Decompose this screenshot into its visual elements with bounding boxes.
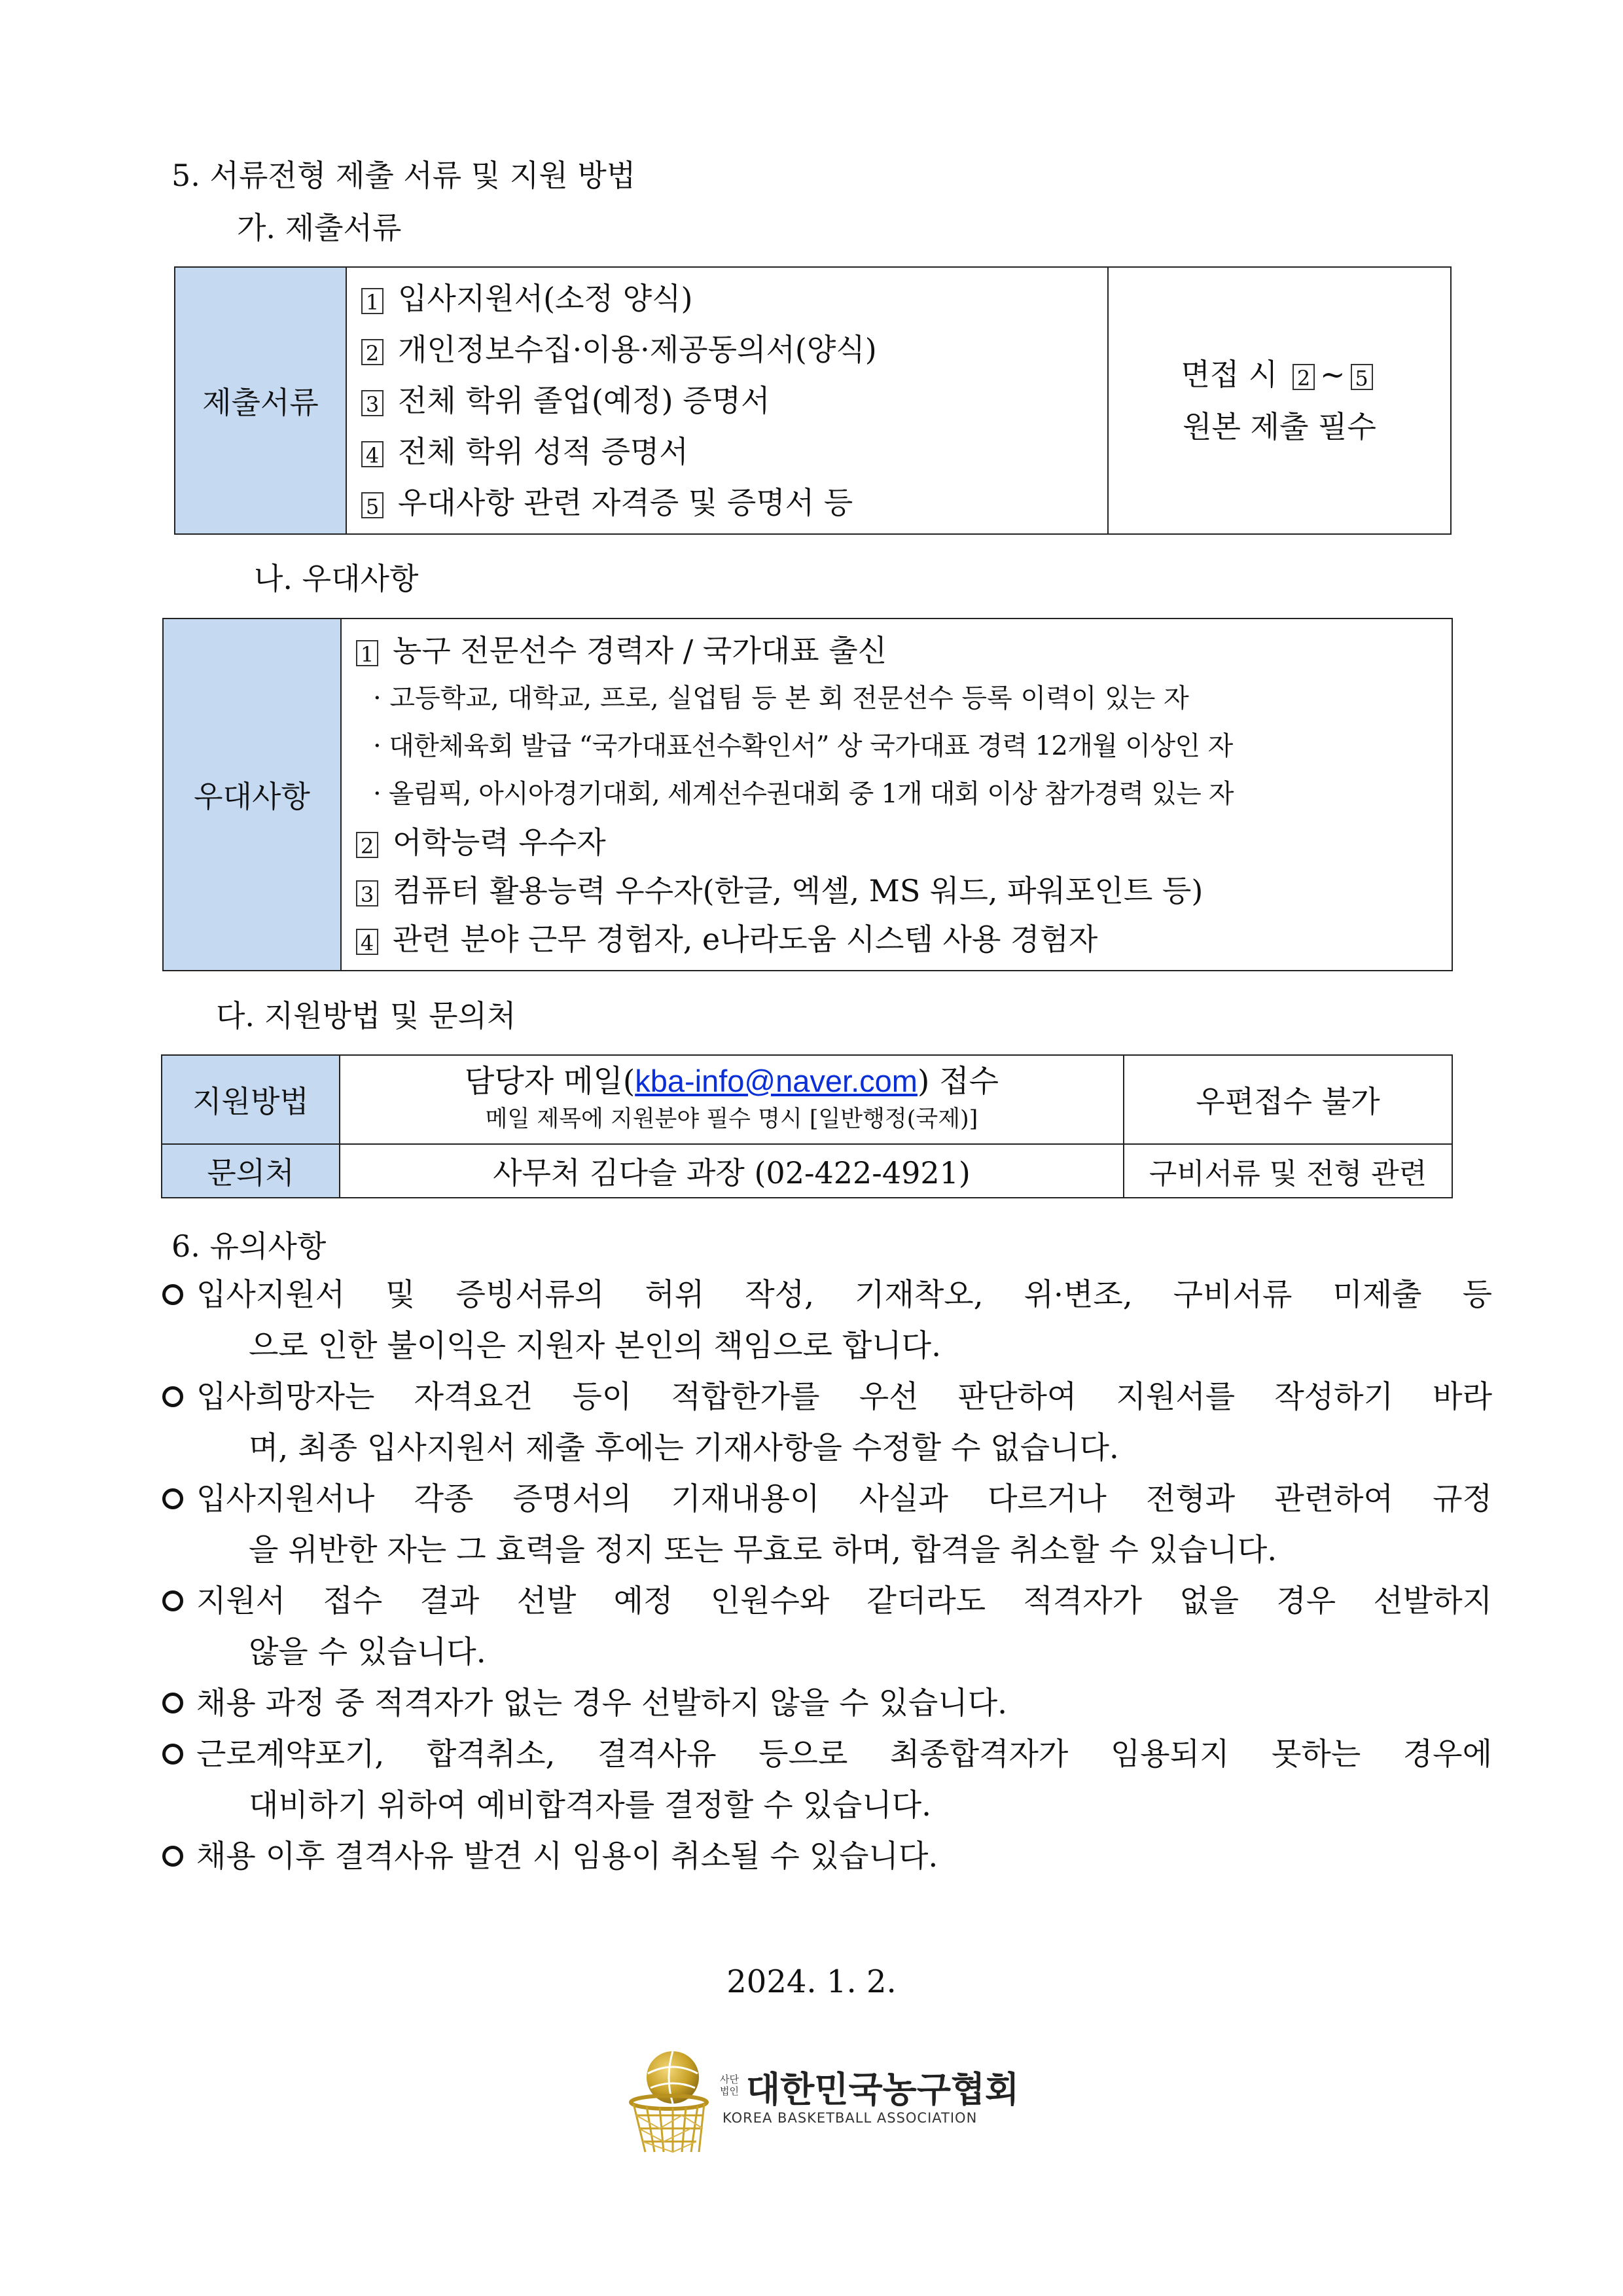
preference-item	[356, 818, 1452, 867]
submit-item-text: 전체 학위 졸업(예정) 증명서	[398, 383, 770, 418]
number-box-icon: 4	[361, 441, 383, 467]
notice-line: 채용 과정 중 적격자가 없는 경우 선발하지 않을 수 있습니다.	[196, 1685, 1008, 1721]
apply-method-prefix: 담당자 메일(	[464, 1063, 635, 1100]
preference-item	[356, 915, 1452, 963]
logo-name-en: KOREA BASKETBALL ASSOCIATION	[722, 2110, 978, 2126]
submit-item-text: 전체 학위 성적 증명서	[398, 434, 688, 469]
section-5a-title: 가. 제출서류	[237, 210, 402, 245]
section-5b-title: 나. 우대사항	[254, 561, 419, 596]
note-tilde: ~	[1320, 357, 1346, 392]
email-link[interactable]: kba-info@naver.com	[635, 1063, 918, 1098]
contact-head: 문의처	[162, 1144, 340, 1198]
notice-item	[196, 1474, 1492, 1576]
notice-line: 며, 최종 입사지원서 제출 후에는 기재사항을 수정할 수 없습니다.	[249, 1430, 1119, 1466]
apply-method-sub: 메일 제목에 지원분야 필수 명시 [일반행정(국제)]	[485, 1105, 978, 1132]
preference-sub-item: · 올림픽, 아시아경기대회, 세계선수권대회 중 1개 대회 이상 참가경력 있는 자	[373, 778, 1234, 809]
preference-item-text: 관련 분야 근무 경험자, e나라도움 시스템 사용 경험자	[393, 921, 1098, 957]
circle-bullet-icon	[162, 1284, 183, 1305]
number-box-icon: 2	[356, 832, 378, 858]
section-6-title: 6. 유의사항	[171, 1229, 327, 1264]
notice-item	[196, 1729, 1492, 1831]
apply-method-main	[340, 1062, 1123, 1101]
notice-line: 을 위반한 자는 그 효력을 정지 또는 무효로 하며, 합격을 취소할 수 있습니다.	[249, 1532, 1277, 1568]
preference-sub-item: · 대한체육회 발급 “국가대표선수확인서” 상 국가대표 경력 12개월 이상인 자	[373, 730, 1233, 761]
logo-prefix-1: 사단	[720, 2073, 739, 2085]
notice-item	[196, 1576, 1492, 1678]
logo-prefix	[720, 2073, 743, 2097]
contact-cell: 사무처 김다슬 과장 (02-422-4921)	[340, 1144, 1124, 1198]
notice-line: 않을 수 있습니다.	[249, 1634, 486, 1670]
submit-note-cell	[1108, 267, 1451, 534]
apply-method-note: 우편접수 불가	[1124, 1055, 1452, 1144]
submit-item	[361, 273, 1107, 324]
circle-bullet-icon	[162, 1590, 183, 1611]
logo-prefix-2: 법인	[720, 2085, 739, 2097]
association-logo	[627, 2047, 1020, 2159]
submit-items-cell	[346, 267, 1108, 534]
basketball-net-icon	[627, 2047, 712, 2157]
preference-item-text: 농구 전문선수 경력자 / 국가대표 출신	[393, 632, 887, 668]
number-box-icon: 3	[361, 390, 383, 416]
submit-item-text: 개인정보수집·이용·제공동의서(양식)	[398, 332, 877, 367]
apply-method-head: 지원방법	[162, 1055, 340, 1144]
number-box-icon: 2	[361, 339, 383, 365]
circle-bullet-icon	[162, 1744, 183, 1765]
circle-bullet-icon	[162, 1386, 183, 1407]
note-prefix: 면접 시	[1181, 357, 1278, 392]
apply-method-table	[161, 1054, 1453, 1198]
notice-line: 입사지원서 및 증빙서류의 허위 작성, 기재착오, 위·변조, 구비서류 미제출 등	[196, 1277, 1492, 1313]
notice-line: 근로계약포기, 합격취소, 결격사유 등으로 최종합격자가 임용되지 못하는 경우에	[196, 1736, 1492, 1772]
number-box-icon: 2	[1293, 364, 1315, 390]
submit-item	[361, 426, 1107, 477]
preference-sub-item: · 고등학교, 대학교, 프로, 실업팀 등 본 회 전문선수 등록 이력이 있는 자	[373, 683, 1189, 713]
submit-item	[361, 375, 1107, 426]
notice-line: 입사희망자는 자격요건 등이 적합한가를 우선 판단하여 지원서를 작성하기 바라	[196, 1379, 1492, 1415]
section-5c-title: 다. 지원방법 및 문의처	[216, 998, 516, 1033]
submit-documents-table	[174, 266, 1452, 535]
circle-bullet-icon	[162, 1488, 183, 1509]
submit-note-line2: 원본 제출 필수	[1183, 409, 1376, 444]
contact-note: 구비서류 및 전형 관련	[1124, 1144, 1452, 1198]
submit-item-text: 우대사항 관련 자격증 및 증명서 등	[398, 485, 853, 520]
preference-table	[162, 618, 1453, 971]
preference-items-cell	[341, 619, 1452, 971]
apply-method-suffix: ) 접수	[917, 1063, 999, 1100]
number-box-icon: 1	[361, 288, 383, 314]
logo-name-kr: 대한민국농구협회	[746, 2069, 1020, 2110]
number-box-icon: 5	[1351, 364, 1373, 390]
submit-note-line1	[1109, 348, 1450, 401]
number-box-icon: 4	[356, 929, 378, 955]
preference-item-text: 어학능력 우수자	[393, 824, 606, 860]
submit-item	[361, 477, 1107, 528]
number-box-icon: 1	[356, 640, 378, 666]
notice-item	[196, 1678, 1492, 1729]
preference-item-text: 컴퓨터 활용능력 우수자(한글, 엑셀, MS 워드, 파워포인트 등)	[393, 872, 1204, 908]
number-box-icon: 3	[356, 880, 378, 906]
submit-item-text: 입사지원서(소정 양식)	[398, 281, 693, 316]
apply-method-cell	[340, 1055, 1124, 1144]
preference-item	[356, 867, 1452, 915]
notice-item	[196, 1270, 1492, 1372]
notice-line: 지원서 접수 결과 선발 예정 인원수와 같더라도 적격자가 없을 경우 선발하지	[196, 1583, 1492, 1619]
notice-item	[196, 1831, 1492, 1882]
submit-item	[361, 324, 1107, 375]
notice-line: 으로 인한 불이익은 지원자 본인의 책임으로 합니다.	[249, 1328, 942, 1364]
section-5-title: 5. 서류전형 제출 서류 및 지원 방법	[171, 158, 636, 193]
circle-bullet-icon	[162, 1846, 183, 1867]
document-date: 2024. 1. 2.	[726, 1964, 897, 2000]
preference-item	[356, 626, 1452, 675]
notice-line: 채용 이후 결격사유 발견 시 임용이 취소될 수 있습니다.	[196, 1839, 938, 1874]
submit-table-head: 제출서류	[175, 267, 346, 534]
notice-line: 입사지원서나 각종 증명서의 기재내용이 사실과 다르거나 전형과 관련하여 규정	[196, 1481, 1492, 1517]
circle-bullet-icon	[162, 1693, 183, 1713]
notice-item	[196, 1372, 1492, 1474]
notice-line: 대비하기 위하여 예비합격자를 결정할 수 있습니다.	[249, 1787, 932, 1823]
preference-table-head: 우대사항	[163, 619, 341, 971]
number-box-icon: 5	[361, 492, 383, 518]
